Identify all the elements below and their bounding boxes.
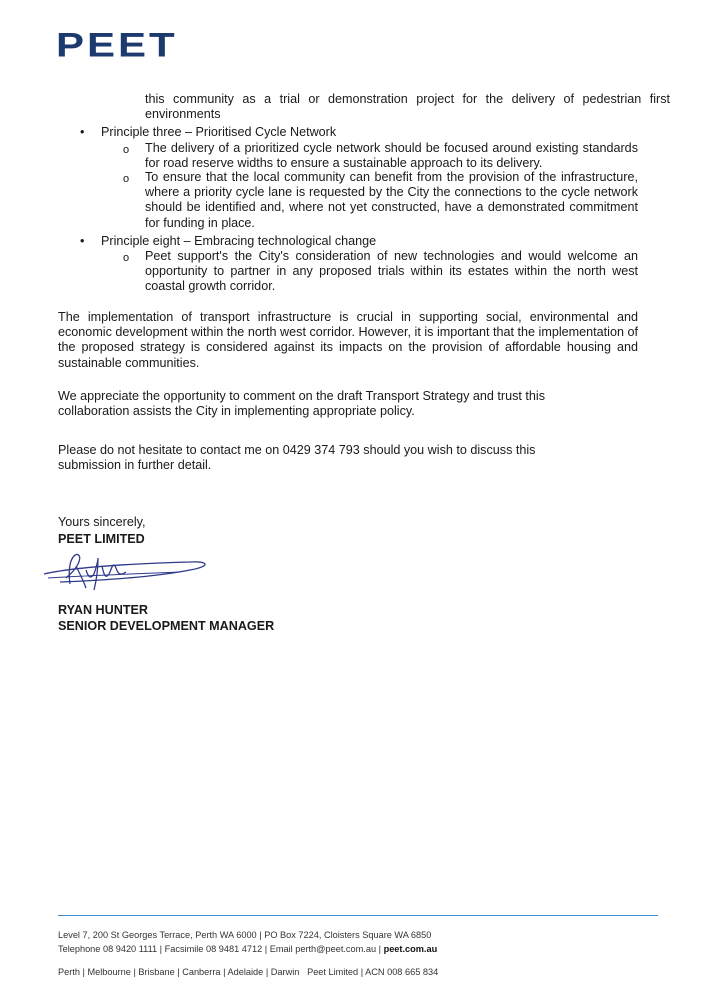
signer-name: RYAN HUNTER [58,603,149,617]
footer-company: Peet Limited [307,967,359,977]
footer-separator: | [264,944,268,954]
company-name: PEET LIMITED [58,532,145,546]
footer-rule [58,915,658,916]
peet-logo: PEET [56,25,178,65]
bullet-marker: • [80,234,85,248]
footer-separator: | [133,967,136,977]
sub-bullet-marker: o [123,173,130,185]
footer-telephone: Telephone 08 9420 1111 [58,944,158,954]
footer-city: Adelaide [227,967,264,977]
footer-address-line [58,929,431,941]
salutation: Yours sincerely, [58,515,146,529]
footer-separator: | [378,944,382,954]
signer-title: SENIOR DEVELOPMENT MANAGER [58,619,275,633]
signature-graphic [40,548,220,600]
footer-acn: ACN 008 665 834 [365,967,439,977]
footer-facsimile: Facsimile 08 9481 4712 [164,944,263,954]
body-paragraph-implementation: The implementation of transport infrastructure is crucial in supporting social, environmental and economic development within the north west corridor. However, it is important that the implementation of the proposed strategy is considered against its impacts on the provision of affordable housing and sustainable communities. [58,310,638,370]
body-paragraph-contact: Please do not hesitate to contact me on 0429 374 793 should you wish to discuss this submission in further detail. [58,443,536,473]
footer-separator: | [259,930,262,940]
footer-city: Melbourne [87,967,131,977]
intro-continuation: this community as a trial or demonstration project for the delivery of pedestrian first environments [145,92,670,122]
footer-address: Level 7, 200 St Georges Terrace, Perth WA 6000 [58,930,257,940]
sub-bullet-marker: o [123,252,130,264]
footer-separator: | [223,967,226,977]
principle-three-point-2: To ensure that the local community can benefit from the provision of the infrastructure, where a priority cycle lane is requested by the City the connections to the cycle network should be identified and, where not yet constructed, have a demonstrated commitment for funding in place. [145,170,638,230]
footer-separator: | [82,967,85,977]
principle-eight-title: Principle eight – Embracing technological change [101,234,377,248]
footer-contact-line [58,943,437,955]
principle-three-point-1: The delivery of a prioritized cycle network should be focused around existing standards for road reserve widths to ensure a sustainable approach to its delivery. [145,141,638,171]
body-paragraph-appreciation: We appreciate the opportunity to comment on the draft Transport Strategy and trust this collaboration assists the City in implementing appropriate policy. [58,389,545,419]
footer-po-box: PO Box 7224, Cloisters Square WA 6850 [264,930,432,940]
footer-separator: | [360,967,364,977]
footer-city: Brisbane [138,967,175,977]
footer-city: Perth [58,967,80,977]
sub-bullet-marker: o [123,144,130,156]
footer-separator: | [159,944,163,954]
bullet-marker: • [80,125,85,139]
footer-offices-line [58,966,438,978]
principle-eight-point-1: Peet support's the City's consideration of new technologies and would welcome an opportunity to partner in any proposed trials within its estates within the north west coastal growth corridor. [145,249,638,294]
footer-website-link[interactable]: peet.com.au [383,944,438,954]
principle-three-title: Principle three – Prioritised Cycle Network [101,125,337,139]
footer-city: Darwin [270,967,300,977]
footer-separator: | [265,967,269,977]
footer-email-link[interactable]: Email perth@peet.com.au [269,944,377,954]
footer-city: Canberra [182,967,221,977]
footer-separator: | [177,967,180,977]
